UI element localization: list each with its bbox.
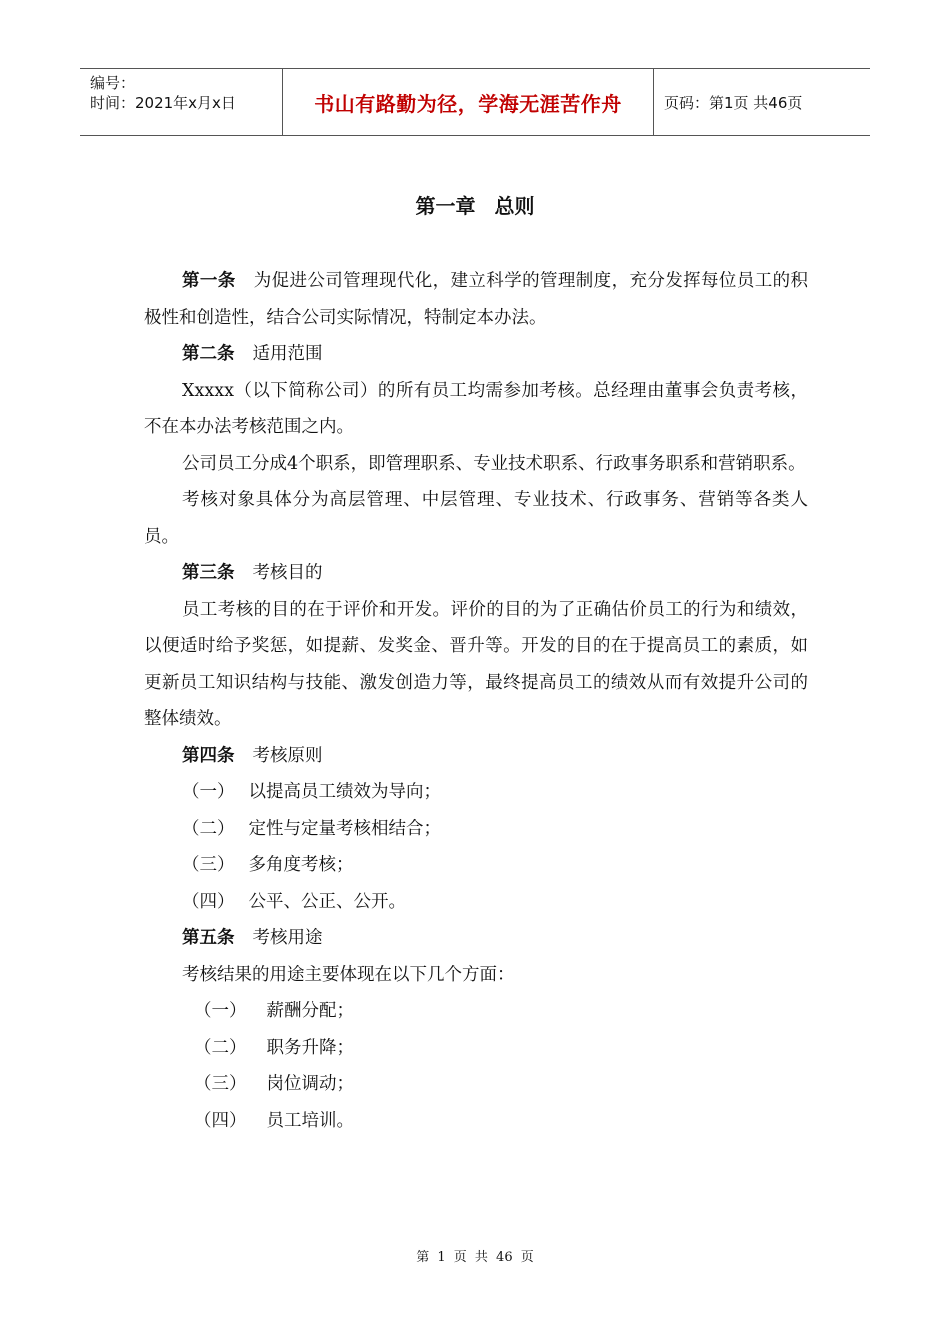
list-marker: （一）: [182, 782, 235, 802]
list-item-text: 岗位调动；: [266, 1074, 354, 1094]
principles-list: [144, 774, 808, 920]
article-heading: 第五条: [182, 928, 235, 948]
article-title: 适用范围: [252, 344, 323, 364]
article-heading: 第二条: [182, 344, 235, 364]
header-motto: 书山有路勤为径，学海无涯苦作舟: [282, 69, 654, 135]
article-heading: 第四条: [182, 745, 235, 766]
document-header: [80, 68, 870, 136]
document-number-label: 编号：: [90, 74, 136, 92]
list-item-text: 薪酬分配；: [266, 1001, 354, 1021]
header-meta-cell: [80, 69, 282, 135]
article-3-heading-line: [144, 555, 808, 592]
paragraph: 公司员工分成4个职系，即管理职系、专业技术职系、行政事务职系和营销职系。: [182, 453, 806, 474]
list-marker: （四）: [194, 1110, 247, 1131]
list-item: [144, 847, 808, 884]
page-footer: 第 1 页 共 46 页: [416, 1250, 534, 1265]
list-marker: （二）: [182, 818, 235, 839]
article-title: 考核目的: [252, 563, 323, 583]
list-item: [144, 884, 808, 921]
list-marker: （二）: [194, 1037, 247, 1058]
article-heading: 第一条: [182, 271, 236, 291]
article-title: 考核原则: [252, 745, 323, 766]
paragraph: 员工考核的目的在于评价和开发。评价的目的为了正确估价员工的行为和绩效，以便适时给予奖惩，如提薪、发奖金、晋升等。开发的目的在于提高员工的素质，如更新员工知识结构与技能、激发创造力等，最终提高员工的绩效从而有效提升公司的整体绩效。: [144, 599, 808, 729]
document-body: [144, 263, 808, 1139]
list-item: [144, 811, 808, 848]
list-item: [144, 774, 808, 811]
document-date: 时间：2021年x月x日: [90, 94, 236, 112]
list-marker: （一）: [194, 1001, 247, 1021]
list-item-text: 以提高员工绩效为导向；: [248, 782, 441, 802]
header-page-info: 页码：第1页 共46页: [664, 93, 803, 112]
article-2-heading-line: [144, 336, 808, 373]
list-item-text: 公平、公正、公开。: [248, 891, 406, 912]
paragraph: Xxxxx（以下简称公司）的所有员工均需参加考核。总经理由董事会负责考核，不在本办法考核范围之内。: [144, 380, 808, 437]
article-4-heading-line: [144, 738, 808, 775]
article-5-heading-line: [144, 920, 808, 957]
list-item: [144, 1066, 808, 1103]
list-marker: （三）: [182, 855, 235, 875]
list-item-text: 员工培训。: [266, 1110, 354, 1131]
article-1: [144, 263, 808, 336]
list-marker: （三）: [194, 1074, 247, 1094]
list-marker: （四）: [182, 891, 235, 912]
list-item-text: 定性与定量考核相结合；: [248, 818, 441, 839]
uses-list: [144, 993, 808, 1139]
article-text: 为促进公司管理现代化，建立科学的管理制度，充分发挥每位员工的积极性和创造性，结合公司实际情况，特制定本办法。: [144, 271, 809, 328]
chapter-title: 第一章 总则: [415, 194, 535, 218]
list-item: [144, 1030, 808, 1067]
list-item: [144, 1103, 808, 1140]
article-heading: 第三条: [182, 563, 235, 583]
article-title: 考核用途: [252, 928, 323, 948]
paragraph: 考核结果的用途主要体现在以下几个方面：: [182, 964, 515, 985]
list-item-text: 职务升降；: [266, 1037, 354, 1058]
list-item-text: 多角度考核；: [248, 855, 354, 875]
list-item: [144, 993, 808, 1030]
paragraph: 考核对象具体分为高层管理、中层管理、专业技术、行政事务、营销等各类人员。: [144, 490, 808, 547]
